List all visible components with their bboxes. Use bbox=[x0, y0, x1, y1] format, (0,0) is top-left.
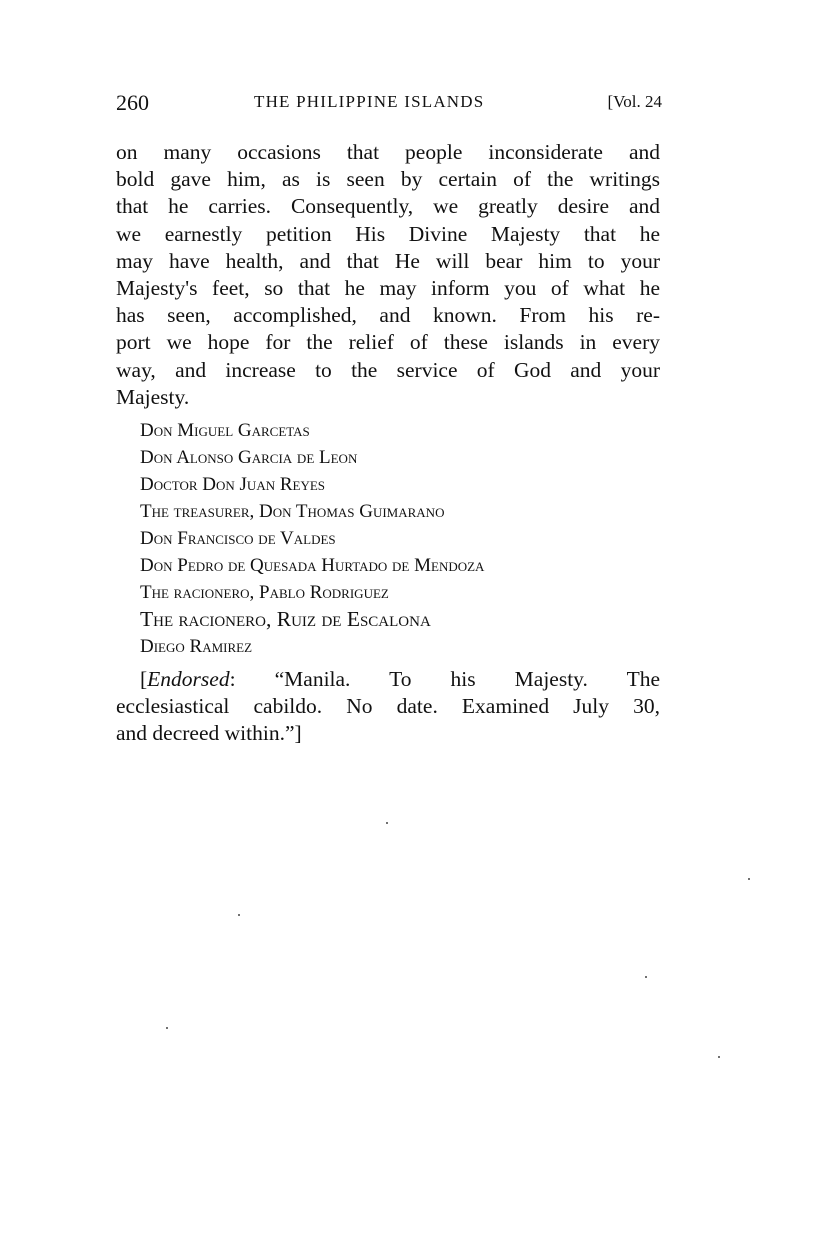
scan-speck bbox=[386, 822, 388, 824]
signature: The racionero, Ruiz de Escalona bbox=[140, 607, 431, 631]
signature: Don Miguel Garcetas bbox=[140, 420, 310, 441]
body-line: we earnestly petition His Divine Majesty that he bbox=[116, 221, 660, 246]
endorsement-line: ecclesiastical cabildo. No date. Examined July 30, bbox=[116, 694, 660, 719]
volume-label: [Vol. 24 bbox=[607, 92, 662, 111]
scan-speck bbox=[238, 914, 240, 916]
body-line: may have health, and that He will bear him to your bbox=[116, 248, 660, 273]
signature: Doctor Don Juan Reyes bbox=[140, 474, 326, 495]
signature: The racionero, Pablo Rodriguez bbox=[140, 582, 389, 603]
body-line: has seen, accomplished, and known. From his re- bbox=[116, 303, 660, 328]
scan-speck bbox=[718, 1056, 720, 1058]
scan-speck bbox=[645, 976, 647, 978]
body-line: port we hope for the relief of these islands in every bbox=[116, 330, 660, 355]
body-paragraph bbox=[116, 139, 660, 411]
body-line: bold gave him, as is seen by certain of the writings bbox=[116, 167, 660, 192]
endorsement-text: : “Manila. To his Majesty. The bbox=[229, 667, 660, 691]
signature-list bbox=[140, 417, 680, 660]
signature: The treasurer, Don Thomas Guimarano bbox=[140, 501, 445, 522]
endorsement-note bbox=[116, 666, 660, 748]
endorsement-bracket: [ bbox=[140, 667, 148, 691]
page-number: 260 bbox=[116, 90, 149, 115]
signature: Don Pedro de Quesada Hurtado de Mendoza bbox=[140, 555, 485, 576]
running-title: THE PHILIPPINE ISLANDS bbox=[254, 92, 485, 111]
signature: Diego Ramirez bbox=[140, 636, 253, 657]
scan-speck bbox=[748, 878, 750, 880]
endorsement-line: and decreed within.”] bbox=[116, 721, 302, 746]
body-line: on many occasions that people inconsiderate and bbox=[116, 140, 660, 164]
body-line: Majesty's feet, so that he may inform you of what he bbox=[116, 276, 660, 301]
signature: Don Francisco de Valdes bbox=[140, 528, 336, 549]
body-line: way, and increase to the service of God and your bbox=[116, 357, 660, 382]
endorsement-label: Endorsed bbox=[147, 667, 230, 691]
endorsement-line bbox=[116, 666, 660, 693]
scan-speck bbox=[166, 1027, 168, 1029]
signature: Don Alonso Garcia de Leon bbox=[140, 447, 358, 468]
running-head bbox=[116, 90, 662, 120]
body-line: Majesty. bbox=[116, 384, 190, 409]
body-line: that he carries. Consequently, we greatly desire and bbox=[116, 194, 660, 219]
